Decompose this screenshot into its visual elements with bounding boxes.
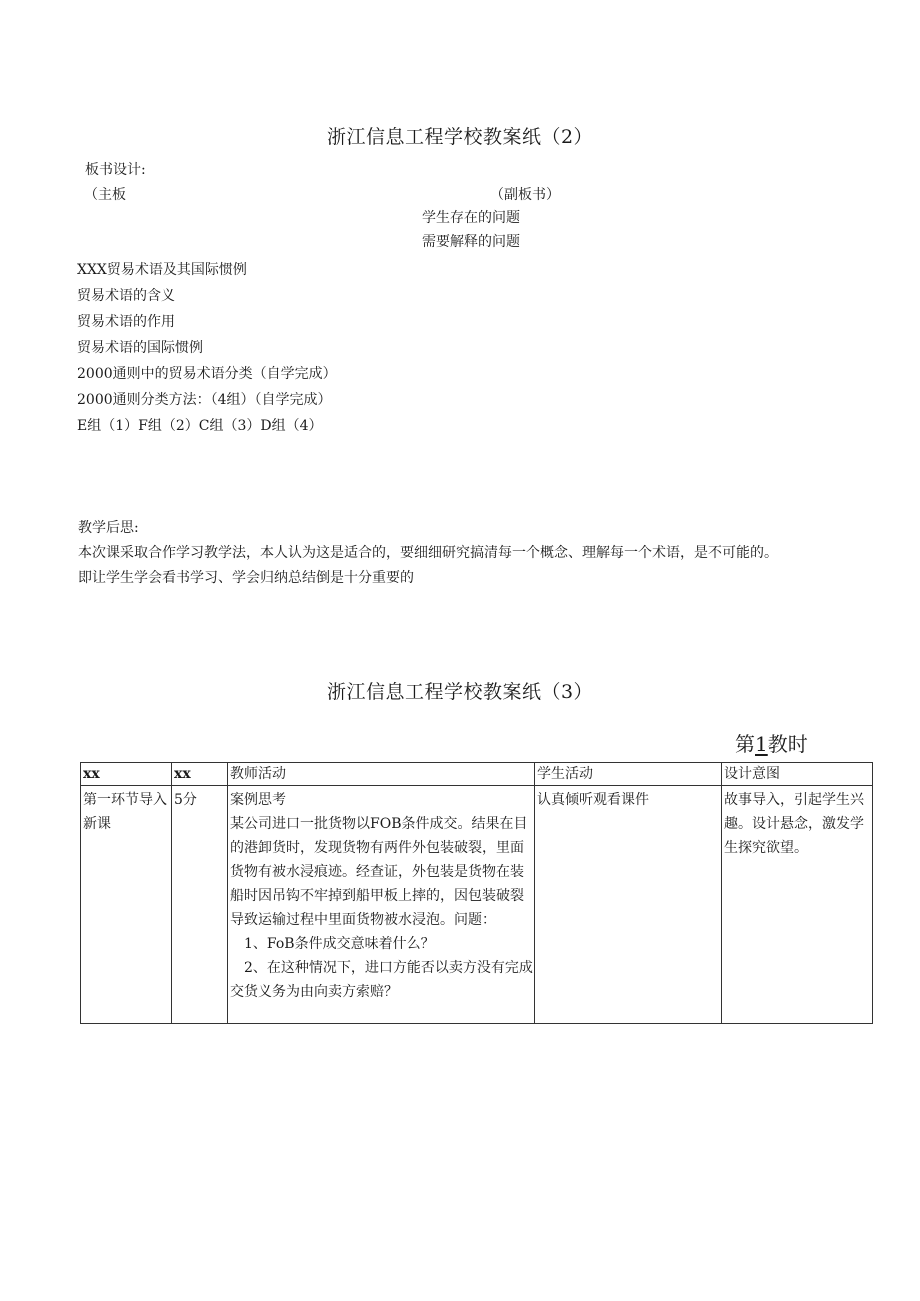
- period-prefix: 第: [735, 732, 755, 756]
- question-item: 1、FoB条件成交意味着什么？: [244, 936, 435, 952]
- header-cell: 学生活动: [535, 763, 722, 786]
- reflection-line: 即让学生学会看书学习、学会归纳总结倒是十分重要的: [78, 570, 414, 586]
- header-cell: xx: [81, 763, 172, 786]
- lesson-plan-table: [80, 762, 873, 1024]
- main-board-item: XXX贸易术语及其国际惯例: [77, 262, 247, 278]
- page-title-3: 浙江信息工程学校教案纸（3）: [326, 681, 594, 703]
- duration-cell: 5分: [172, 786, 228, 1024]
- sub-board-label: （副板书）: [490, 187, 560, 203]
- main-board-label: （主板: [84, 187, 126, 203]
- main-board-item: 2000通则分类方法：（4组）（自学完成）: [77, 392, 332, 408]
- header-cell: xx: [172, 763, 228, 786]
- table-header-row: [81, 763, 873, 786]
- question-item: 2、在这种情况下，进口方能否以卖方没有完成交货义务为由向卖方索赔？: [230, 960, 533, 1000]
- main-board-item: 2000通则中的贸易术语分类（自学完成）: [77, 366, 337, 382]
- student-activity-cell: 认真倾听观看课件: [535, 786, 722, 1024]
- stage-cell: 第一环节导入新课: [81, 786, 172, 1024]
- board-design-label: 板书设计:: [85, 162, 146, 178]
- sub-board-item: 需要解释的问题: [422, 234, 520, 250]
- sub-board-item: 学生存在的问题: [422, 210, 520, 226]
- header-cell: 设计意图: [722, 763, 873, 786]
- table-row: [81, 786, 873, 1024]
- period-number: 1: [755, 732, 768, 756]
- reflection-line: 本次课采取合作学习教学法，本人认为这是适合的，要细细研究搞清每一个概念、理解每一个术语，是不可能的。: [78, 545, 778, 561]
- design-intent-cell: 故事导入，引起学生兴趣。设计悬念，激发学生探究欲望。: [722, 786, 873, 1024]
- page-title-2: 浙江信息工程学校教案纸（2）: [326, 126, 594, 148]
- reflection-label: 教学后思:: [78, 520, 139, 536]
- main-board-item: 贸易术语的含义: [77, 288, 175, 304]
- header-cell: 教师活动: [228, 763, 535, 786]
- teacher-activity-title: 案例思考: [230, 792, 286, 808]
- teacher-activity-body: 某公司进口一批货物以FOB条件成交。结果在目的港卸货时，发现货物有两件外包装破裂，里面货物有被水浸痕迹。经查证，外包装是货物在装船时因吊钩不牢掉到船甲板上摔的，因包装破裂导致运输过程中里面货物被水浸泡。问题：: [230, 816, 528, 928]
- period-indicator: [735, 728, 808, 757]
- main-board-item: 贸易术语的作用: [77, 314, 175, 330]
- main-board-item: 贸易术语的国际惯例: [77, 340, 203, 356]
- main-board-item: E组（1）F组（2）C组（3）D组（4）: [77, 418, 323, 434]
- teacher-activity-cell: [228, 786, 535, 1024]
- period-suffix: 教时: [767, 732, 808, 756]
